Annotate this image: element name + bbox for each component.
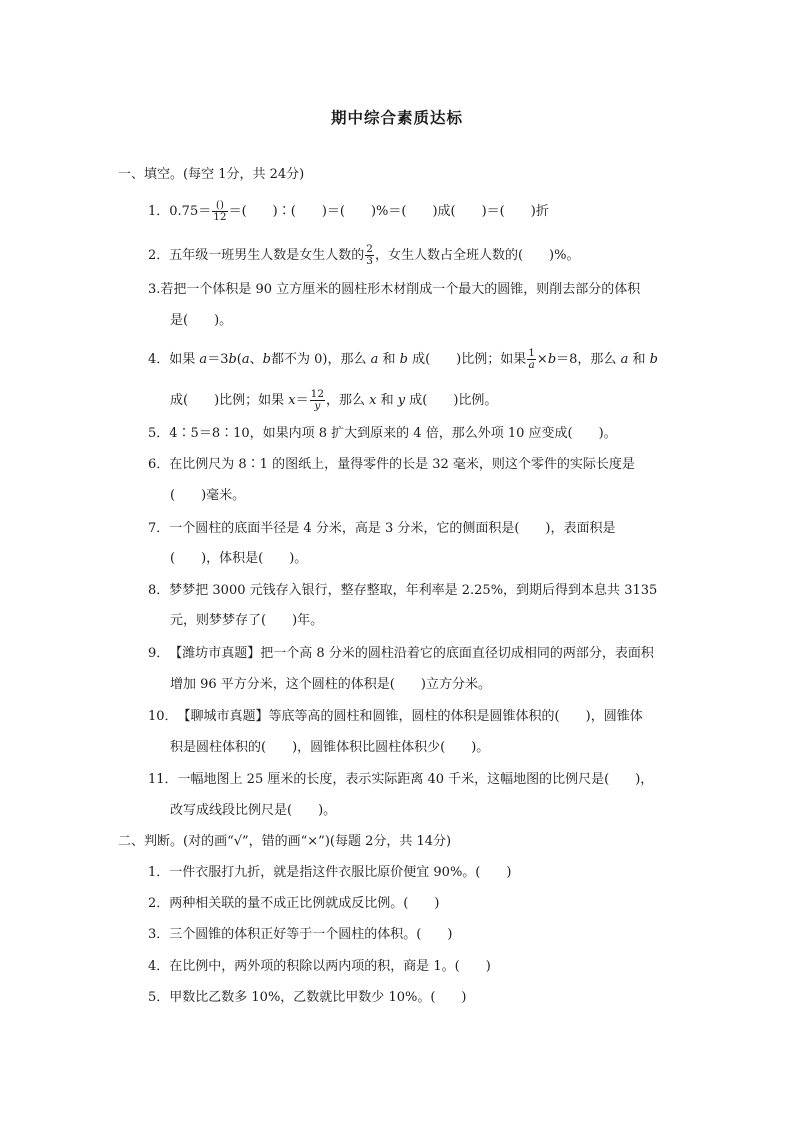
question-1-7: 7．一个圆柱的底面半径是 4 分米，高是 3 分米，它的侧面积是( )，表面积是 [148,521,616,536]
question-1-6: 6．在比例尺为 8∶1 的图纸上，量得零件的长是 32 毫米，则这个零件的实际长度是 [148,457,635,472]
fraction: $\frac{12}{y}$ [310,388,325,412]
question-1-6-cont: ( )毫米。 [170,488,246,503]
fraction: $\frac{2}{3}$ [366,243,373,267]
question-2-3: 3．三个圆锥的体积正好等于一个圆柱的体积。( ) [148,927,453,942]
fraction: $\frac{1}{a}$ [528,347,535,371]
question-1-4-cont: 成( )比例；如果 x＝ $\frac{12}{y}$ ，那么 x 和 y 成( )比例。 [170,388,498,412]
question-1-7-cont: ( )，体积是( )。 [170,551,308,566]
question-1-9: 9．【潍坊市真题】把一个高 8 分米的圆柱沿着它的底面直径切成相同的两部分，表面积 [148,646,654,661]
question-1-11-cont: 改写成线段比例尺是( )。 [170,803,337,818]
question-1-4: 4．如果 a＝3b(a、b都不为 0)，那么 a 和 b 成( )比例；如果 $\frac{1}{a}$ ×b＝8，那么 a 和 b [148,347,658,371]
question-1-3-cont: 是( )。 [170,313,233,328]
question-2-2: 2．两种相关联的量不成正比例就成反比例。( ) [148,896,440,911]
question-2-5: 5．甲数比乙数多 10%，乙数就比甲数少 10%。( ) [148,990,467,1005]
section-2-header: 二、判断。(对的画“√”，错的画“×”)(每题 2分，共 14分) [118,834,452,849]
question-1-5: 5．4∶5＝8∶10，如果内项 8 扩大到原来的 4 倍，那么外项 10 应变成( )。 [148,426,617,441]
question-1-2: 2．五年级一班男生人数是女生人数的 $\frac{2}{3}$ ，女生人数占全班人数的( )%。 [148,243,580,267]
fraction: $\frac{()}{12}$ [213,199,227,223]
page-title: 期中综合素质达标 [330,108,463,127]
question-1-10-cont: 积是圆柱体积的( )，圆锥体积比圆柱体积少( )。 [170,740,490,755]
question-2-4: 4．在比例中，两外项的积除以两内项的积，商是 1。( ) [148,959,491,974]
question-1-10: 10．【聊城市真题】等底等高的圆柱和圆锥，圆柱的体积是圆锥体积的( )，圆锥体 [148,709,643,724]
question-1-9-cont: 增加 96 平方分米，这个圆柱的体积是( )立方分米。 [170,677,491,692]
section-1-header: 一、填空。(每空 1分，共 24分) [118,167,305,182]
question-2-1: 1．一件衣服打九折，就是指这件衣服比原价便宜 90%。( ) [148,865,512,880]
question-1-8: 8．梦梦把 3000 元钱存入银行，整存整取，年利率是 2.25%，到期后得到本息共 3135 [148,583,658,598]
question-1-8-cont: 元，则梦梦存了( )年。 [170,613,324,628]
question-1-3: 3.若把一个体积是 90 立方厘米的圆柱形木材削成一个最大的圆锥，则削去部分的体积 [148,282,641,297]
question-1-1: 1．0.75＝ $\frac{()}{12}$ ＝( )∶( )＝( )%＝( )成( )＝( )折 [148,199,549,223]
question-1-11: 11．一幅地图上 25 厘米的长度，表示实际距离 40 千米，这幅地图的比例尺是( )， [148,772,654,787]
